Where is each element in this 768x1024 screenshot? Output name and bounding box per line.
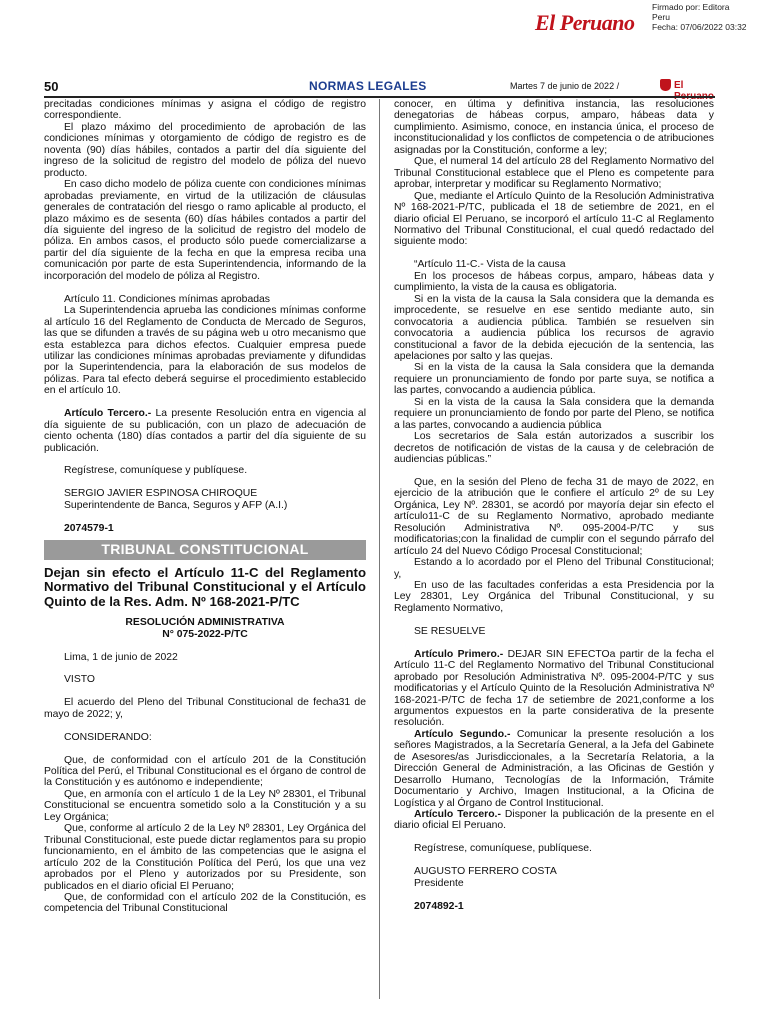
- quote-paragraph: Si en la vista de la causa la Sala considera que la demanda es improcedente, se resuelve en ese sentido mediante auto, sin convocatoria a audiencia pública. También se resuelven sin convocatoria a audiencia pública los recursos de agravio constitucional a favor de la debida ejecución de la sentencia, las apelaciones por salto y las quejas.: [394, 293, 714, 362]
- issue-date: Martes 7 de junio de 2022 /: [510, 81, 620, 91]
- page-header: [44, 79, 715, 93]
- page-number: 50: [44, 79, 59, 94]
- article-text: Disponer la publicación de la presente en el diario oficial El Peruano.: [394, 809, 714, 832]
- signature-line: Firmado por: Editora: [652, 2, 730, 12]
- place-date: Lima, 1 de junio de 2022: [64, 651, 178, 663]
- paragraph: [44, 408, 366, 454]
- paragraph: Que, de conformidad con el artículo 202 de la Constitución, es competencia del Tribunal Constitucional: [44, 891, 366, 915]
- article-heading: Artículo 11. Condiciones mínimas aprobadas: [64, 293, 270, 305]
- paragraph: El plazo máximo del procedimiento de aprobación de las condiciones mínimas y otorgamiento de código de registro es de noventa (90) días hábiles, contados a partir del día siguiente del ingreso de la solicitud de registro del modelo de póliza del nuevo producto.: [44, 121, 366, 179]
- article-lead: Artículo Tercero.-: [414, 809, 501, 821]
- paragraph: Que, de conformidad con el artículo 201 de la Constitución Política del Perú, el Tribunal Constitucional es el órgano de control de la Constitución y es autónomo e independiente;: [44, 754, 366, 789]
- paragraph: [394, 809, 714, 832]
- el-peruano-logo: El Peruano: [535, 10, 635, 35]
- resolution-header: [44, 617, 366, 640]
- header-rule: [44, 96, 715, 98]
- shield-icon: [660, 79, 671, 91]
- paragraph: Que, en la sesión del Pleno de fecha 31 de mayo de 2022, en ejercicio de la atribución que le confiere el artículo 2º de su Ley Orgánica, Ley Nº. 28301, se acordó por mayoría dejar sin efecto el artículo11-C de su Reglamento Normativo, aprobado mediante Resolución Administrativa Nº. 095-2004-P/TC y sus modificatorias;con la finalidad de cumplir con el segundo párrafo del artículo 24 del Nuevo Código Procesal Constitucional;: [394, 476, 714, 557]
- closing-formula: Regístrese, comuníquese y publíquese.: [64, 465, 248, 477]
- document-code: 2074579-1: [64, 522, 114, 534]
- signer-name: AUGUSTO FERRERO COSTA: [414, 866, 557, 878]
- signer-name: SERGIO JAVIER ESPINOSA CHIROQUE: [64, 488, 258, 500]
- article-lead: Artículo Tercero.-: [64, 408, 152, 420]
- norm-title: Dejan sin efecto el Artículo 11-C del Reglamento Normativo del Tribunal Constitucional y el Artículo Quinto de la Res. Adm. Nº 168-2021-P/TC: [44, 564, 366, 609]
- section-banner: TRIBUNAL CONSTITUCIONAL: [44, 540, 366, 559]
- closing-formula: Regístrese, comuníquese, publíquese.: [414, 843, 592, 855]
- quote-paragraph: Si en la vista de la causa la Sala considera que la demanda requiere un pronunciamiento de fondo por parte del Pleno, se notifica a las partes, convocando a audiencia pública: [394, 396, 714, 431]
- paragraph: precitadas condiciones mínimas y asigna el código de registro correspondiente.: [44, 99, 366, 122]
- brand-name: El: [674, 80, 684, 91]
- quote-paragraph: En los procesos de hábeas corpus, amparo, hábeas data y cumplimiento, la vista de la causa es obligatoria.: [394, 270, 714, 294]
- quote-heading: “Artículo 11-C.- Vista de la causa: [414, 259, 566, 271]
- paragraph: Que, mediante el Artículo Quinto de la Resolución Administrativa Nº 168-2021-P/TC, publicada el 18 de setiembre de 2021, en el diario oficial El Peruano, se incorporó el artículo 11-C al Reglamento Normativo del Tribunal Constitucional, el cual quedó redactado del siguiente modo:: [394, 190, 714, 248]
- signer-role: Presidente: [414, 877, 464, 889]
- paragraph: [394, 649, 714, 729]
- paragraph: En uso de las facultades conferidas a esta Presidencia por la Ley 28301, Ley Orgánica del Tribunal Constitucional, y su Reglamento Normativo,: [394, 580, 714, 614]
- visto-heading: VISTO: [64, 674, 95, 686]
- paragraph: Que, en armonía con el artículo 1 de la Ley Nº 28301, el Tribunal Constitucional se encuentra sometido solo a la Constitución y a su Ley Orgánica;: [44, 788, 366, 823]
- paragraph: Que, conforme al artículo 2 de la Ley Nº 28301, Ley Orgánica del Tribunal Constitucional, este puede dictar reglamentos para su propio funcionamiento, en el ámbito de las competencias que le asigna el artículo 202 de la Constitución Política del Perú, los que una vez aprobados por el Pleno y autorizados por su Presidente, son publicados en el diario oficial El Peruano;: [44, 823, 366, 892]
- document-code: 2074892-1: [414, 900, 464, 912]
- signature-line: Peru: [652, 12, 670, 22]
- paragraph: conocer, en última y definitiva instancia, las resoluciones denegatorias de hábeas corpus, amparo, hábeas data y cumplimiento. Asimismo, conoce, en instancia única, el proceso de inconstitucionalidad y los conflictos de competencia o de atribuciones asignadas por la Constitución, conforme a ley;: [394, 99, 714, 156]
- signer-role: Superintendente de Banca, Seguros y AFP (A.I.): [64, 499, 288, 511]
- paragraph: El acuerdo del Pleno del Tribunal Constitucional de fecha31 de mayo de 2022; y,: [44, 697, 366, 720]
- resuelve-heading: SE RESUELVE: [414, 625, 486, 637]
- left-column: [44, 99, 366, 915]
- quote-paragraph: Si en la vista de la causa la Sala considera que la demanda requiere un pronunciamiento de fondo por parte suya, se notifica a las partes, convocando a audiencia pública.: [394, 362, 714, 397]
- paragraph: La Superintendencia aprueba las condiciones mínimas conforme al artículo 16 del Reglamento de Conducta de Mercado de Seguros, las que se difunden a través de su página web u otro mecanismo que esta establezca para dichos efectos. Cualquier empresa puede utilizar las condiciones mínimas aprobadas previamente y difundidas por la Superintendencia, para la elaboración de sus modelos de pólizas. Para tal efecto deberá seguirse el procedimiento establecido en el artículo 10.: [44, 305, 366, 397]
- article-text: La presente Resolución entra en vigencia al día siguiente de su publicación, con un plazo de adecuación de ciento ochenta (180) días contados a partir del día siguiente de su publicación.: [44, 408, 366, 454]
- paragraph: Que, el numeral 14 del artículo 28 del Reglamento Normativo del Tribunal Constitucional establece que el Pleno es competente para aprobar, interpretar y modificar su Reglamento Normativo;: [394, 156, 714, 191]
- article-lead: Artículo Primero.-: [414, 648, 504, 660]
- article-text: DEJAR SIN EFECTOa partir de la fecha el Artículo 11-C del Reglamento Normativo del Tribunal Constitucional aprobado por Resolución Administrativa Nº. 095-2004-P/TC y sus modificatorias y el Artículo Quinto de la Resolución Administrativa Nº 168-2021-P/TC de fecha 17 de setiembre de 2021,conforme a los argumentos expuestos en la parte considerativa de la presente resolución.: [394, 648, 714, 729]
- paragraph: Estando a lo acordado por el Pleno del Tribunal Constitucional; y,: [394, 557, 714, 580]
- paragraph: En caso dicho modelo de póliza cuente con condiciones mínimas aprobadas previamente, en virtud de la utilización de cláusulas generales de contratación del riesgo o ramo aplicable al producto, el plazo máximo es de sesenta (60) días hábiles contados a partir del día siguiente del ingreso de la solicitud de registro del modelo de póliza. En ambos casos, el producto sólo puede comercializarse a partir del día siguiente de la fecha en que la empresa reciba una comunicación por parte de esta Superintendencia, informando de la incorporación del modelo de póliza al Registro.: [44, 179, 366, 282]
- considerando-heading: CONSIDERANDO:: [64, 731, 152, 743]
- article-lead: Artículo Segundo.-: [414, 728, 511, 740]
- resolution-type: RESOLUCIÓN ADMINISTRATIVA: [125, 617, 285, 629]
- digital-signature: [652, 2, 747, 32]
- article-text: Comunicar la presente resolución a los señores Magistrados, a la Secretaría General, a la Jefa del Gabinete de Asesores/as Jurisdiccionales, a la Secretaría Relatoria, a la Dirección General de Administración, a las Oficinas de Gestión y Desarrollo Humano, Tecnologías de la Información, Trámite Documentario y Archivo, Imagen Institucional, a la Oficina de Logística y al Órgano de Control Institucional.: [394, 728, 714, 809]
- quote-paragraph: Los secretarios de Sala están autorizados a suscribir los decretos de notificación de vistas de la causa y de celebración de audiencias públicas.”: [394, 431, 714, 466]
- right-column: [394, 99, 714, 912]
- paragraph: [394, 729, 714, 809]
- resolution-number: N° 075-2022-P/TC: [162, 628, 248, 640]
- signature-line: Fecha: 07/06/2022 03:32: [652, 22, 747, 32]
- section-title: NORMAS LEGALES: [309, 79, 427, 93]
- column-divider: [379, 99, 380, 999]
